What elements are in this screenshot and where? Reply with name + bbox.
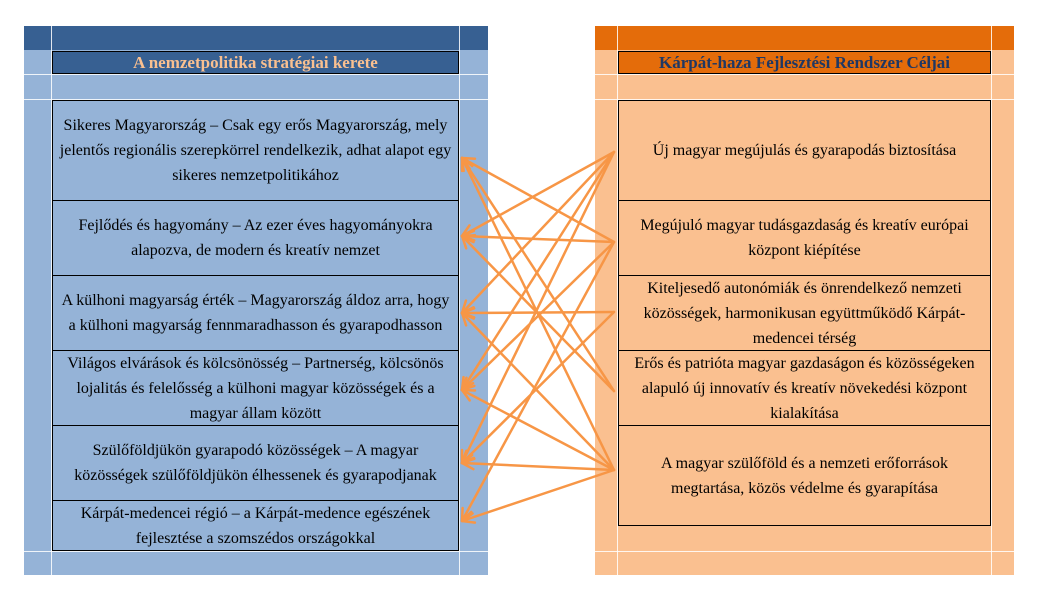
- grid-line: [459, 26, 460, 575]
- left-item-6: Kárpát-medencei régió – a Kárpát-medence egészének fejlesztése a szomszédos országokkal: [52, 500, 459, 551]
- left-header-bar: [24, 26, 488, 50]
- grid-line: [24, 551, 488, 552]
- left-panel-title: A nemzetpolitika stratégiai kerete: [52, 51, 459, 74]
- left-panel: [24, 26, 488, 575]
- left-item-5: Szülőföldjükön gyarapodó közösségek – A magyar közösségek szülőföldjükön élhessenek és gyarapodjanak: [52, 425, 459, 501]
- right-item-5: A magyar szülőföld és a nemzeti erőforrások megtartása, közös védelme és gyarapítása: [618, 425, 991, 526]
- right-item-3: Kiteljesedő autonómiák és önrendelkező nemzeti közösségek, harmonikusan együttműködő Kárpát-medencei térség: [618, 275, 991, 351]
- right-item-1: Új magyar megújulás és gyarapodás biztosítása: [618, 100, 991, 201]
- right-header-bar: [595, 26, 1014, 50]
- right-item-2: Megújuló magyar tudásgazdaság és kreatív európai központ kiépítése: [618, 200, 991, 276]
- right-item-4: Erős és patrióta magyar gazdaságon és közösségeken alapuló új innovatív és kreatív növekedési központ kialakítása: [618, 350, 991, 426]
- left-item-1: Sikeres Magyarország – Csak egy erős Magyarország, mely jelentős regionális szerepkörrel rendelkezik, adhat alapot egy sikeres nemzetpolitikához: [52, 100, 459, 201]
- grid-line: [595, 551, 1014, 552]
- left-item-4: Világos elvárások és kölcsönösség – Partnerség, kölcsönös lojalitás és felelősség a külhoni magyar közösségek és a magyar állam között: [52, 350, 459, 426]
- right-panel: [595, 26, 1014, 575]
- grid-line: [991, 26, 992, 575]
- grid-line: [595, 74, 1014, 75]
- left-item-3: A külhoni magyarság érték – Magyarország áldoz arra, hogy a külhoni magyarság fennmaradhasson és gyarapodhasson: [52, 275, 459, 351]
- grid-line: [24, 74, 488, 75]
- left-item-2: Fejlődés és hagyomány – Az ezer éves hagyományokra alapozva, de modern és kreatív nemzet: [52, 200, 459, 276]
- right-panel-title: Kárpát-haza Fejlesztési Rendszer Céljai: [618, 51, 991, 74]
